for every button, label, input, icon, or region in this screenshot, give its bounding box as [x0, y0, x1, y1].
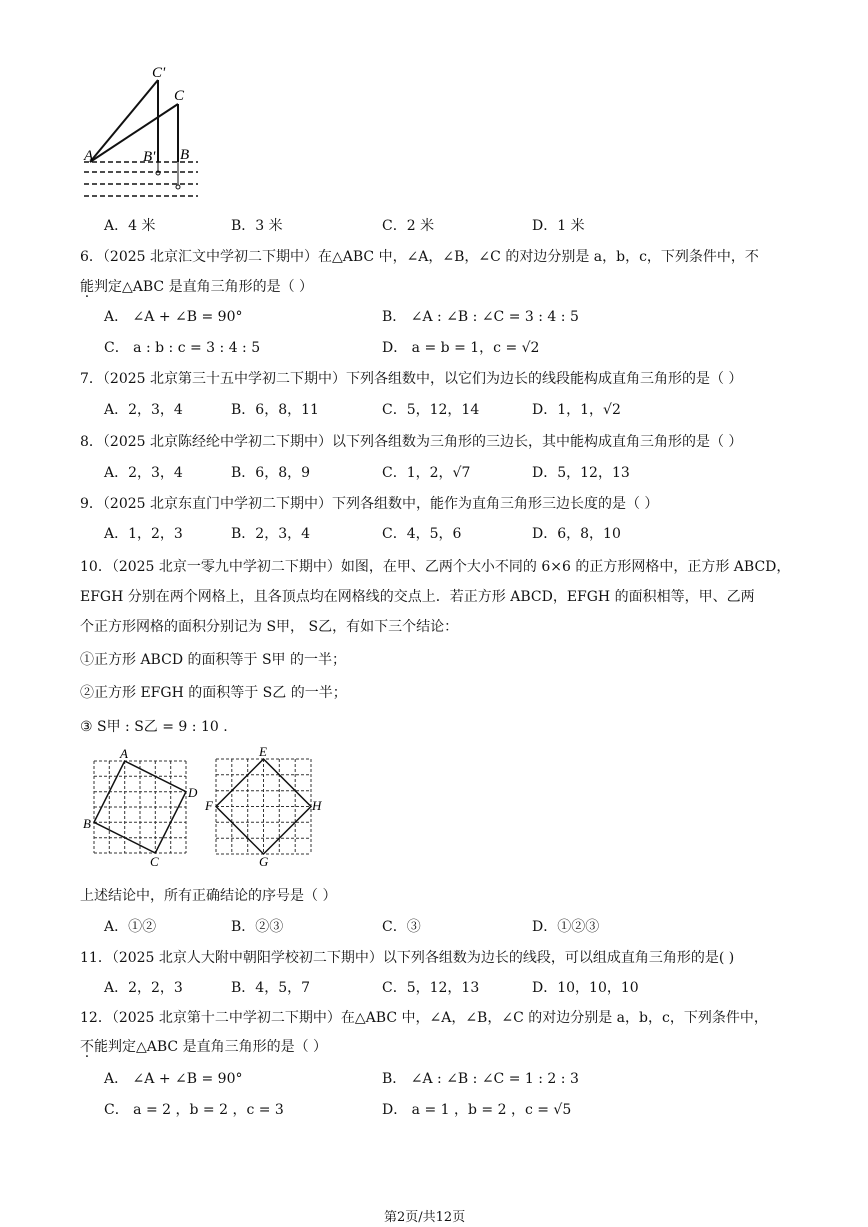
grid-yi	[216, 759, 311, 854]
label-f: F	[205, 798, 213, 813]
q10-conclusion-2: ②正方形 EFGH 的面积等于 S乙 的一半；	[80, 685, 347, 701]
q6-stem-line2: 能判定△ABC 是直角三角形的是（ ）	[80, 279, 314, 295]
label-d: D	[188, 785, 198, 800]
q12-option-c: C． a = 2 ，b = 2 ，c = 3	[104, 1102, 284, 1118]
ladder-figure	[80, 62, 205, 202]
label-b: B	[83, 816, 91, 831]
q7-stem: 7．（2025 北京第三十五中学初二下期中）下列各组数中，以它们为边长的线段能构成直角三角形的是（ ）	[80, 371, 743, 387]
q11-option-a: A．2，2，3	[104, 980, 183, 996]
q12-option-d: D． a = 1 ，b = 2 ，c = √5	[382, 1102, 572, 1118]
q9-option-c: C．4，5，6	[382, 526, 462, 542]
q5-option-c: C．2 米	[382, 218, 435, 234]
label-b-prime: B'	[143, 149, 156, 165]
q7-option-b: B．6，8，11	[231, 402, 319, 418]
q5-option-b: B．3 米	[231, 218, 283, 234]
q6-option-b: B． ∠A : ∠B : ∠C = 3 : 4 : 5	[382, 309, 579, 325]
q10-option-b: B．②③	[231, 919, 284, 935]
q8-option-a: A．2，3，4	[104, 465, 183, 481]
q10-option-a: A．①②	[104, 919, 157, 935]
q7-option-d: D．1，1，√2	[532, 402, 621, 418]
q9-option-b: B．2，3，4	[231, 526, 311, 542]
label-e: E	[259, 745, 267, 759]
q6-option-d: D． a = b = 1，c = √2	[382, 340, 540, 356]
q10-prompt: 上述结论中，所有正确结论的序号是（ ）	[80, 888, 337, 904]
q12-emphasis: 不	[80, 1039, 94, 1055]
q6-option-c: C． a : b : c = 3 : 4 : 5	[104, 340, 261, 356]
page-number: 第2页/共12页	[384, 1210, 466, 1225]
q8-option-c: C．1，2，√7	[382, 465, 471, 481]
q12-option-b: B． ∠A : ∠B : ∠C = 1 : 2 : 3	[382, 1071, 579, 1087]
q11-option-d: D．10，10，10	[532, 980, 639, 996]
q8-option-d: D．5，12，13	[532, 465, 630, 481]
q12-stem-line1: 12．（2025 北京第十二中学初二下期中）在△ABC 中，∠A，∠B，∠C 的对边分别是 a，b，c，下列条件中，	[80, 1010, 768, 1026]
q7-option-c: C．5，12，14	[382, 402, 480, 418]
q6-emphasis: 能	[80, 279, 94, 295]
label-a: A	[84, 148, 94, 164]
q10-conclusion-1: ①正方形 ABCD 的面积等于 S甲 的一半；	[80, 652, 346, 668]
grid-jia	[94, 761, 186, 853]
q5-option-a: A．4 米	[104, 218, 156, 234]
q9-option-d: D．6，8，10	[532, 526, 621, 542]
q7-option-a: A．2，3，4	[104, 402, 183, 418]
q6-option-a: A． ∠A + ∠B = 90°	[104, 309, 243, 325]
q8-stem: 8．（2025 北京陈经纶中学初二下期中）以下列各组数为三角形的三边长，其中能构成直角三角形的是（ ）	[80, 434, 743, 450]
q6-stem-line1: 6．（2025 北京汇文中学初二下期中）在△ABC 中，∠A，∠B，∠C 的对边分别是 a，b，c，下列条件中，不	[80, 249, 759, 265]
q12-stem-line2: 不能判定△ABC 是直角三角形的是（ ）	[80, 1039, 328, 1055]
q10-stem-line3: 个正方形网格的面积分别记为 S甲， S乙，有如下三个结论：	[80, 619, 459, 635]
q12-option-a: A． ∠A + ∠B = 90°	[104, 1071, 243, 1087]
q11-option-c: C．5，12，13	[382, 980, 480, 996]
label-c: C	[174, 88, 185, 104]
q10-option-d: D．①②③	[532, 919, 600, 935]
label-g: G	[259, 854, 269, 869]
label-b: B	[180, 147, 190, 163]
q8-option-b: B．6，8，9	[231, 465, 311, 481]
q10-stem-line2: EFGH 分别在两个网格上，且各顶点均在网格线的交点上．若正方形 ABCD，EFGH 的面积相等，甲、乙两	[80, 589, 755, 605]
q9-stem: 9．（2025 北京东直门中学初二下期中）下列各组数中，能作为直角三角形三边长度的是（ ）	[80, 496, 659, 512]
q10-stem-line1: 10．（2025 北京一零九中学初二下期中）如图，在甲、乙两个大小不同的 6×6 的正方形网格中，正方形 ABCD，	[80, 559, 791, 575]
label-c: C	[150, 854, 159, 869]
label-a: A	[120, 746, 128, 761]
label-h: H	[312, 798, 322, 813]
q5-option-d: D．1 米	[532, 218, 585, 234]
q11-option-b: B．4，5，7	[231, 980, 311, 996]
q11-stem: 11．（2025 北京人大附中朝阳学校初二下期中）以下列各组数为边长的线段，可以组成直角三角形的是( )	[80, 950, 735, 966]
q9-option-a: A．1，2，3	[104, 526, 183, 542]
grid-figures	[78, 745, 338, 870]
q10-option-c: C．③	[382, 919, 421, 935]
label-c-prime: C'	[152, 65, 166, 81]
q10-conclusion-3: ③ S甲 : S乙 = 9 : 10 .	[80, 719, 228, 735]
